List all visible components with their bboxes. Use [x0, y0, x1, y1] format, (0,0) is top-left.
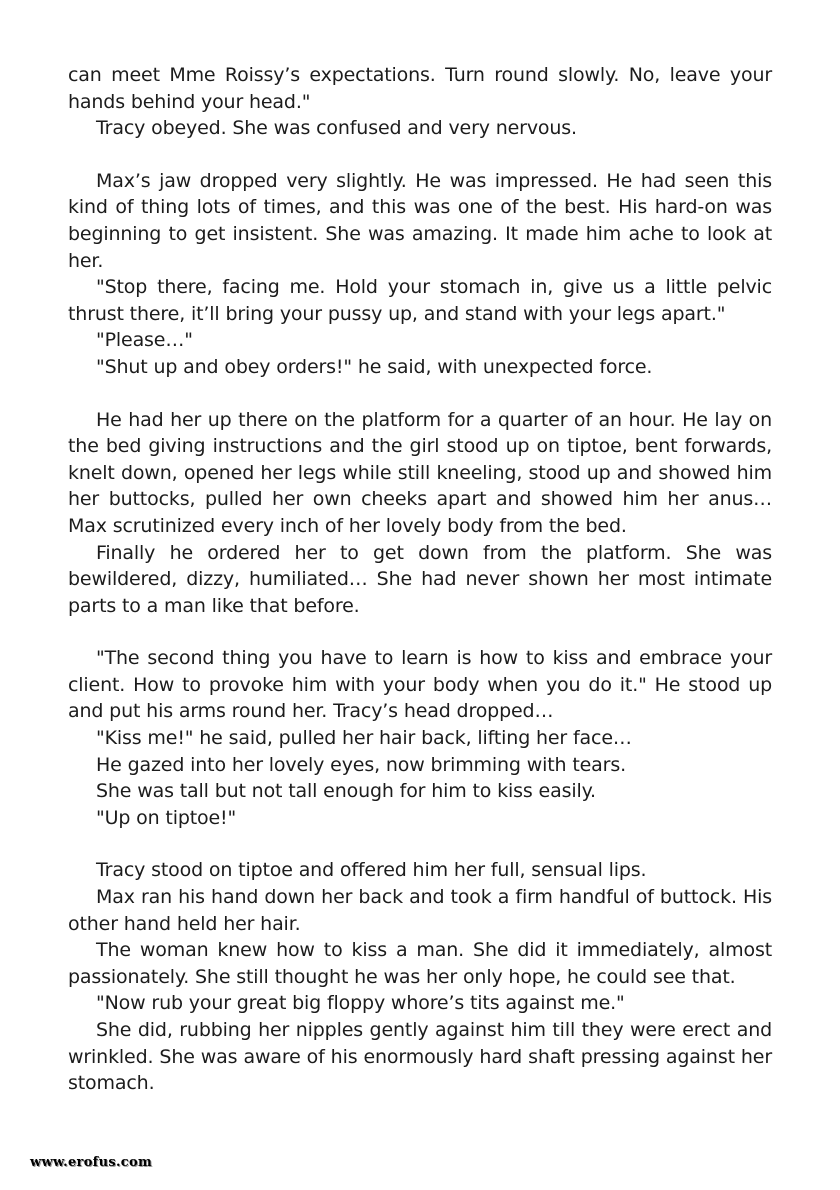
text-block: [68, 62, 772, 142]
paragraph: "The second thing you have to learn is how to kiss and embrace your client. How to provoke him with your body when you do it." He stood up and put his arms round her. Tracy’s head dropped…: [68, 647, 772, 723]
paragraph: "Up on tiptoe!": [96, 806, 237, 829]
paragraph: He gazed into her lovely eyes, now brimming with tears.: [96, 753, 626, 776]
paragraph: "Stop there, facing me. Hold your stomach in, give us a little pelvic thrust there, it’ll bring your pussy up, and stand with your legs apart.": [68, 276, 772, 325]
text-block: [68, 168, 772, 381]
paragraph: "Please…": [96, 329, 193, 352]
watermark: www.erofus.com: [30, 1155, 153, 1170]
paragraph: She did, rubbing her nipples gently against him till they were erect and wrinkled. She was aware of his enormously hard shaft pressing against her stomach.: [68, 1019, 772, 1095]
paragraph: Max ran his hand down her back and took a firm handful of buttock. His other hand held her hair.: [68, 886, 772, 935]
paragraph: He had her up there on the platform for a quarter of an hour. He lay on the bed giving instructions and the girl stood up on tiptoe, bent forwards, knelt down, opened her legs while still kneeling, stood up and showed him her buttocks, pulled her own cheeks apart and showed him her anus… Max scrutinized every inch of her lovely body from the bed.: [68, 408, 772, 537]
text-block: [68, 407, 772, 620]
page-text: [68, 62, 772, 1097]
paragraph: Finally he ordered her to get down from the platform. She was bewildered, dizzy, humiliated… She had never shown her most intimate parts to a man like that before.: [68, 541, 772, 617]
paragraph: "Kiss me!" he said, pulled her hair back, lifting her face…: [96, 727, 632, 750]
text-block: [68, 857, 772, 1096]
paragraph-gap: [68, 619, 772, 645]
paragraph: The woman knew how to kiss a man. She did it immediately, almost passionately. She still thought he was her only hope, he could see that.: [68, 939, 772, 988]
paragraph: "Now rub your great big floppy whore’s tits against me.": [96, 992, 625, 1015]
text-block: [68, 645, 772, 831]
paragraph: Max’s jaw dropped very slightly. He was impressed. He had seen this kind of thing lots of times, and this was one of the best. His hard-on was beginning to get insistent. She was amazing. It made him ache to look at her.: [68, 169, 772, 272]
paragraph-gap: [68, 831, 772, 857]
paragraph-gap: [68, 142, 772, 168]
paragraph: Tracy obeyed. She was confused and very nervous.: [96, 117, 577, 140]
paragraph: Tracy stood on tiptoe and offered him her full, sensual lips.: [96, 859, 647, 882]
paragraph: She was tall but not tall enough for him to kiss easily.: [96, 780, 596, 803]
paragraph-gap: [68, 381, 772, 407]
paragraph: "Shut up and obey orders!" he said, with unexpected force.: [96, 355, 653, 378]
paragraph: can meet Mme Roissy’s expectations. Turn round slowly. No, leave your hands behind your head.": [68, 64, 772, 113]
